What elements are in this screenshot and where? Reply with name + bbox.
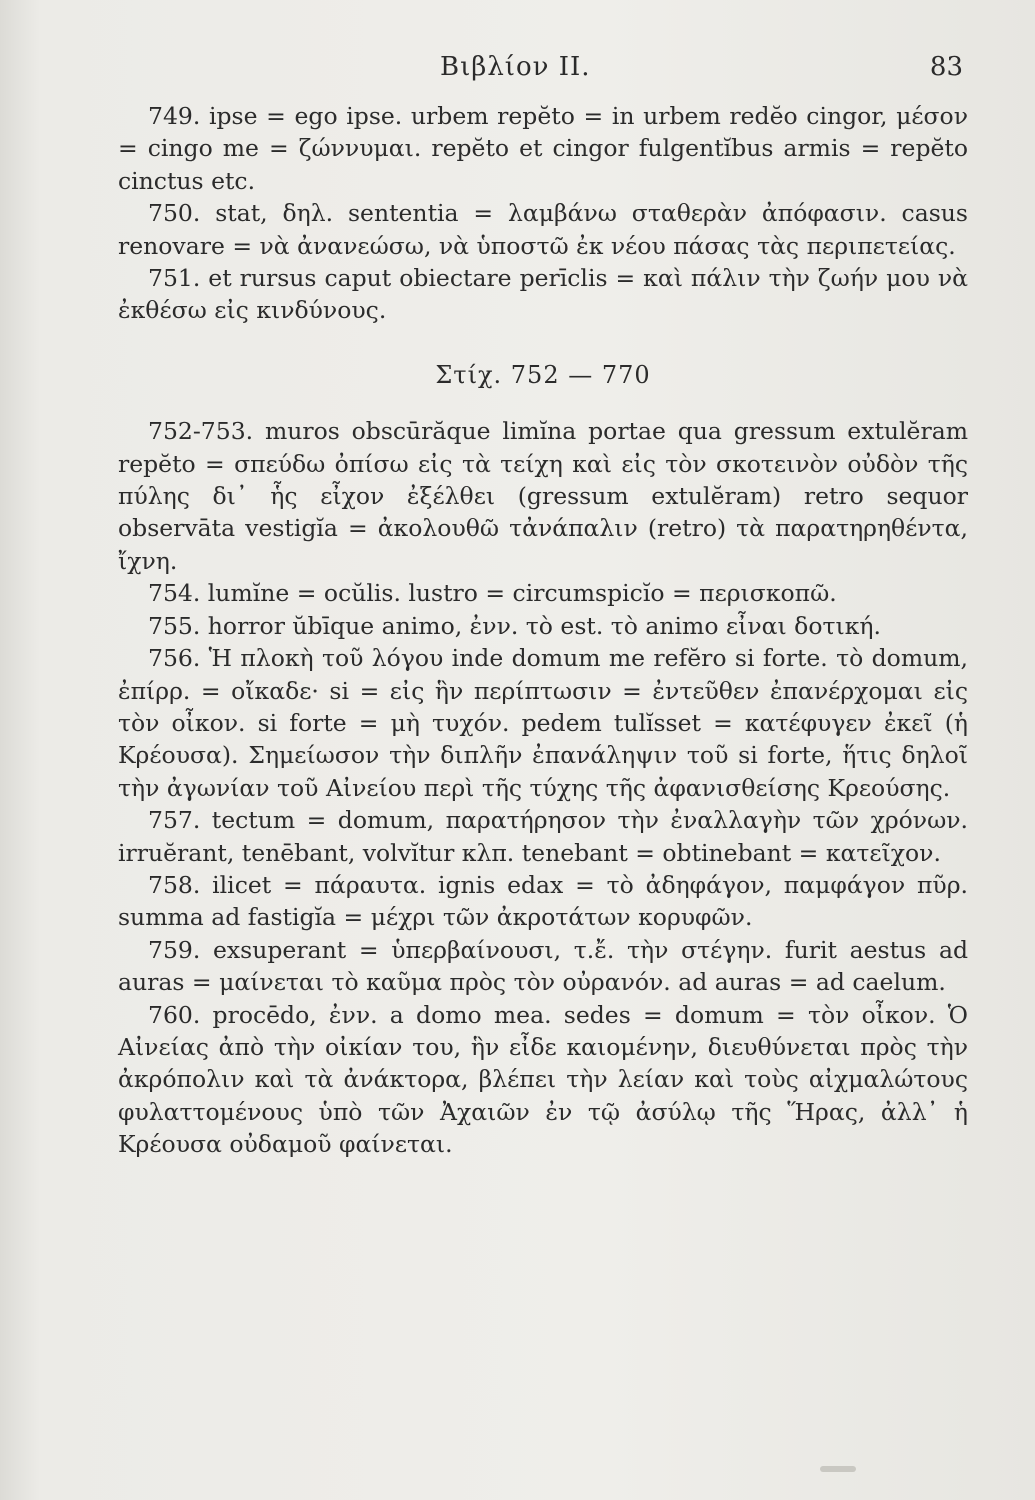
note-751: 751. et rursus caput obiectare perīclis = καὶ πάλιν τὴν ζωήν μου νὰ ἐκθέσω εἰς κινδύνους. (118, 264, 968, 325)
page-header (0, 52, 1035, 92)
running-title: Βιβλίον II. (440, 52, 591, 82)
note-759: 759. exsuperant = ὑπερβαίνουσι, τ.ἔ. τὴν στέγην. furit aestus ad auras = μαίνεται τὸ καῦμα πρὸς τὸν οὐρανόν. ad auras = ad caelum. (118, 935, 968, 997)
note-757: 757. tectum = domum, παρατήρησον τὴν ἐναλλαγὴν τῶν χρόνων. irruĕrant, tenēbant, volvĭtur κλπ. tenebant = obtinebant = κατεῖχον. (118, 806, 968, 867)
note-752-753: 752-753. muros obscūrăque limĭna portae qua gressum extulĕram repĕto = σπεύδω ὀπίσω εἰς τὰ τείχη καὶ εἰς τὸν σκοτεινὸν οὐδὸν τῆς πύλης δι᾿ ἧς εἶχον ἐξέλθει (gressum extulĕram) retro sequor observāta vestigĭa = ἀκολουθῶ τἀνάπαλιν (retro) τὰ παρατηρηθέντα, ἴχνη. (118, 417, 968, 575)
note-760: 760. procēdo, ἐνν. a domo mea. sedes = domum = τὸν οἶκον. Ὁ Αἰνείας ἀπὸ τὴν οἰκίαν του, ἣν εἶδε καιομένην, διευθύνεται πρὸς τὴν ἀκρόπολιν καὶ τὰ ἀνάκτορα, βλέπει τὴν λείαν καὶ τοὺς αἰχμαλώτους φυλαττομένους ὑπὸ τῶν Ἀχαιῶν ἐν τῷ ἀσύλῳ τῆς Ἥρας, ἀλλ᾿ ἡ Κρέουσα οὐδαμοῦ φαίνεται. (118, 1000, 968, 1159)
note-754: 754. lumĭne = ocŭlis. lustro = circumspicĭo = περισκοπῶ. (148, 579, 837, 608)
section-heading: Στίχ. 752 — 770 (435, 360, 651, 389)
note-756: 756. Ἡ πλοκὴ τοῦ λόγου inde domum me refĕro si forte. τὸ domum, ἐπίρρ. = οἴκαδε· si = εἰς ἣν περίπτωσιν = ἐντεῦθεν ἐπανέρχομαι εἰς τὸν οἶκον. si forte = μὴ τυχόν. pedem tulĭsset = κατέφυγεν ἐκεῖ (ἡ Κρέουσα). Σημείωσον τὴν διπλῆν ἐπανάληψιν τοῦ si forte, ἥτις δηλοῖ τὴν ἀγωνίαν τοῦ Αἰνείου περὶ τῆς τύχης τῆς ἀφανισθείσης Κρεούσης. (118, 644, 968, 802)
commentary-text (118, 100, 968, 1161)
note-755: 755. horror ŭbīque animo, ἐνν. τὸ est. τὸ animo εἶναι δοτική. (148, 611, 881, 640)
page-number: 83 (929, 52, 963, 82)
note-749: 749. ipse = ego ipse. urbem repĕto = in urbem redĕo cingor, μέσον = cingo me = ζώννυμαι. repĕto et cingor fulgentĭbus armis = repĕto cinctus etc. (118, 102, 968, 195)
note-758: 758. ilicet = πάραυτα. ignis edax = τὸ ἀδηφάγον, παμφάγον πῦρ. summa ad fastigĭa = μέχρι τῶν ἀκροτάτων κορυφῶν. (118, 870, 968, 932)
page-mark (820, 1466, 856, 1472)
note-750: 750. stat, δηλ. sententia = λαμβάνω σταθερὰν ἀπόφασιν. casus renovare = νὰ ἀνανεώσω, νὰ ὑποστῶ ἐκ νέου πάσας τὰς περιπετείας. (118, 199, 968, 260)
